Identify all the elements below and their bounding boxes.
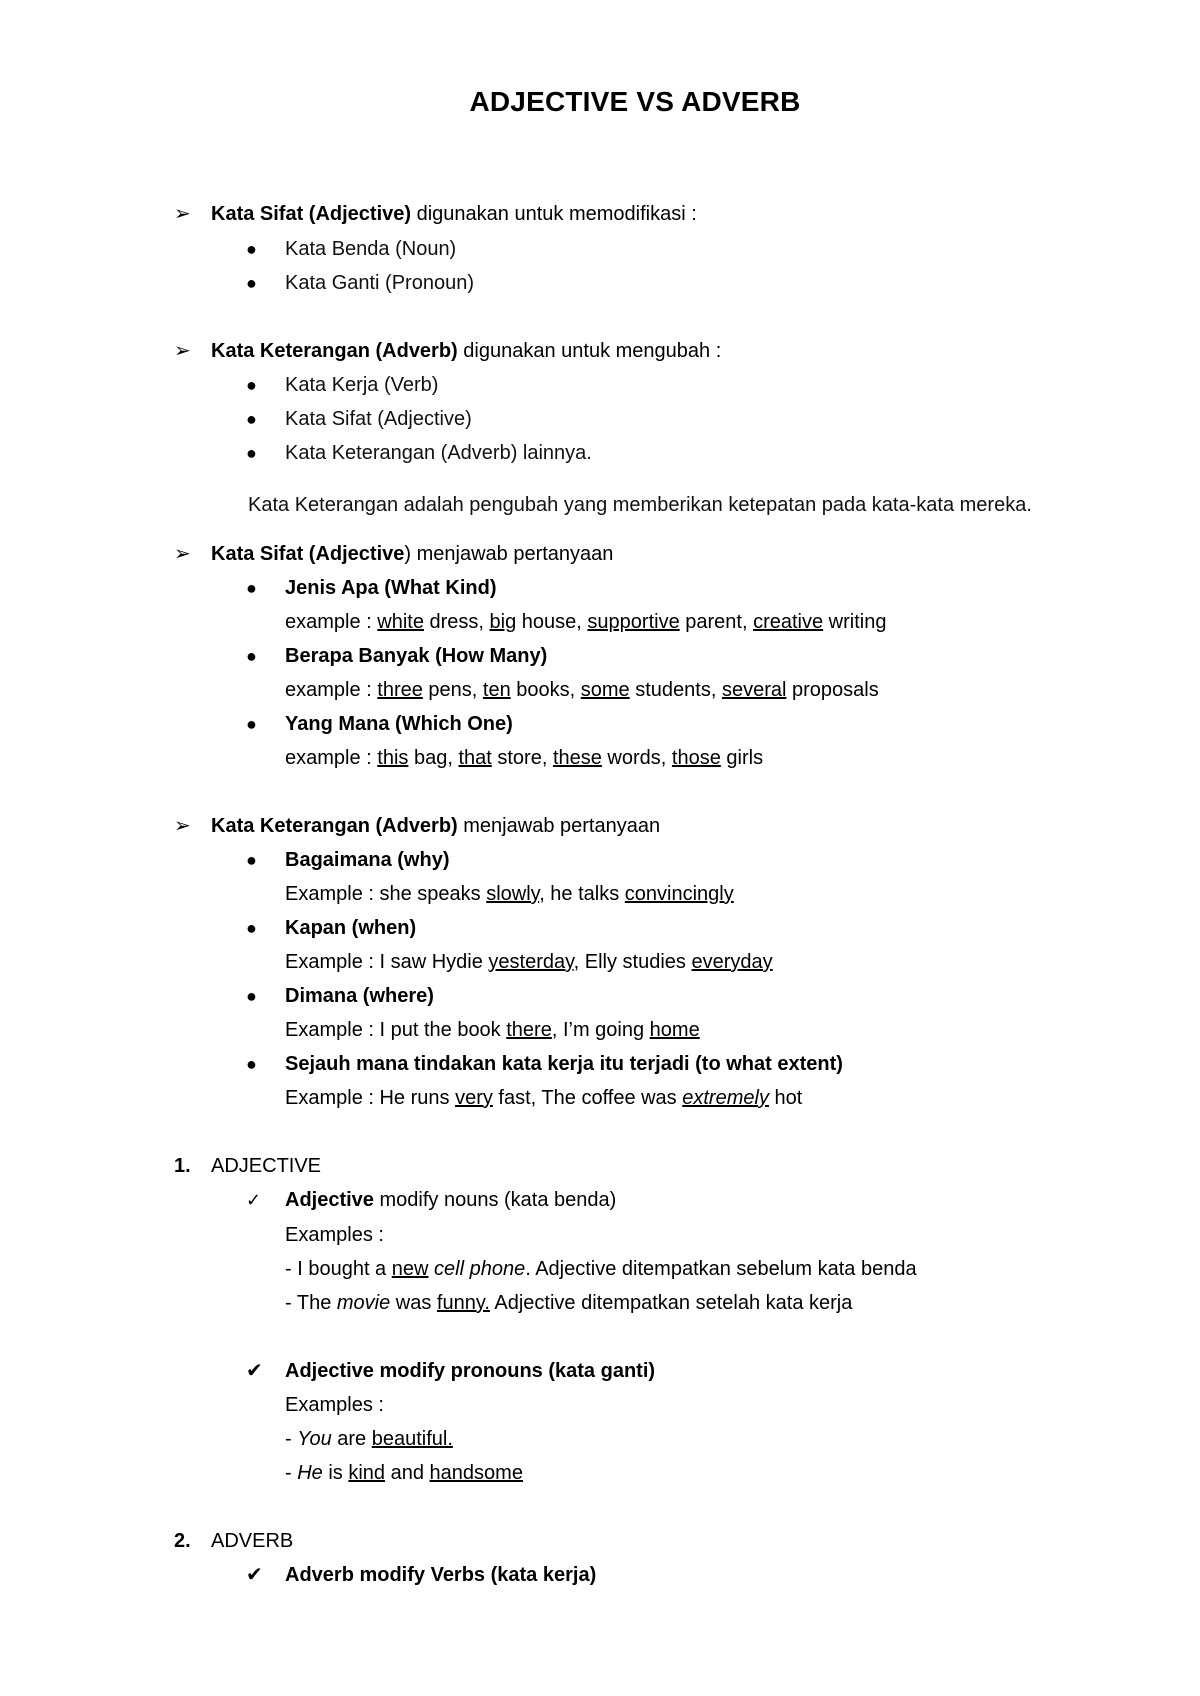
arrow-bullet-icon: ➢ xyxy=(174,543,191,565)
example-word: some xyxy=(580,679,630,701)
example-text: , Elly studies xyxy=(573,951,692,973)
example-text: bag, xyxy=(408,747,459,769)
bullet-icon: ● xyxy=(246,646,257,666)
example-word: ten xyxy=(482,679,511,701)
rule-keyword: Adjective xyxy=(285,1189,374,1211)
example-text: , he talks xyxy=(539,883,625,905)
example-word: three xyxy=(377,679,423,701)
rule-line xyxy=(285,1187,616,1213)
section-heading: Kata Sifat (Adjective xyxy=(211,543,405,565)
example-line xyxy=(285,1426,453,1452)
bullet-icon: ● xyxy=(246,850,257,870)
section-heading: Kata Sifat (Adjective) xyxy=(211,203,412,225)
example-text: Adjective ditempatkan setelah kata kerja xyxy=(489,1292,853,1314)
example-line xyxy=(285,1460,523,1486)
section-heading: Kata Keterangan (Adverb) xyxy=(211,340,458,362)
example-text: words, xyxy=(601,747,672,769)
numbered-heading: ADJECTIVE xyxy=(211,1155,322,1177)
example-line xyxy=(285,677,879,703)
question-heading xyxy=(285,983,434,1009)
list-item: Kata Ganti (Pronoun) xyxy=(285,272,474,294)
example-word: white xyxy=(377,611,424,633)
example-word: new xyxy=(391,1258,429,1280)
example-word: home xyxy=(649,1019,700,1041)
question-label: Berapa Banyak (How Many) xyxy=(285,645,548,667)
example-text: - The xyxy=(285,1292,337,1314)
example-text: hot xyxy=(768,1087,803,1109)
example-noun: movie xyxy=(336,1292,391,1314)
section-text: menjawab pertanyaan xyxy=(457,815,661,837)
question-label: Kapan (when) xyxy=(285,917,417,939)
example-word: that xyxy=(458,747,492,769)
list-item: Kata Kerja (Verb) xyxy=(285,374,439,396)
example-word: kind xyxy=(348,1462,386,1484)
bullet-icon: ● xyxy=(246,578,257,598)
example-text: was xyxy=(390,1292,437,1314)
bullet-icon: ● xyxy=(246,375,257,395)
example-text: - xyxy=(285,1428,298,1450)
question-heading xyxy=(285,847,449,873)
example-text: house, xyxy=(516,611,588,633)
arrow-bullet-icon: ➢ xyxy=(174,815,191,837)
example-text: writing xyxy=(823,611,887,633)
example-text: dress, xyxy=(423,611,490,633)
note-paragraph: Kata Keterangan adalah pengubah yang memberikan ketepatan pada kata-kata mereka. xyxy=(248,494,1032,516)
example-label: example : xyxy=(285,611,378,633)
arrow-bullet-icon: ➢ xyxy=(174,203,191,225)
example-text: proposals xyxy=(786,679,879,701)
example-word: convincingly xyxy=(624,883,734,905)
example-label: example : xyxy=(285,679,378,701)
example-line xyxy=(285,1256,917,1282)
page-title: ADJECTIVE VS ADVERB xyxy=(469,86,801,117)
bullet-icon: ● xyxy=(246,1054,257,1074)
list-item: Kata Benda (Noun) xyxy=(285,238,457,260)
rule-line xyxy=(285,1358,655,1384)
question-label: Dimana (where) xyxy=(285,985,434,1007)
example-line xyxy=(285,881,734,907)
example-line xyxy=(285,609,886,635)
example-word: very xyxy=(455,1087,493,1109)
example-line xyxy=(285,949,773,975)
list-item: Kata Sifat (Adjective) xyxy=(285,408,472,430)
check-icon: ✔ xyxy=(246,1564,263,1586)
example-noun: cell phone xyxy=(434,1258,526,1280)
example-text: is xyxy=(322,1462,349,1484)
question-label: Jenis Apa (What Kind) xyxy=(285,577,497,599)
list-item: Kata Keterangan (Adverb) lainnya. xyxy=(285,442,592,464)
example-label: example : xyxy=(285,747,378,769)
section-adverb-questions xyxy=(211,813,660,839)
section-heading: Kata Keterangan (Adverb) xyxy=(211,815,458,837)
bullet-icon: ● xyxy=(246,986,257,1006)
example-text: pens, xyxy=(422,679,483,701)
example-text: are xyxy=(331,1428,372,1450)
example-word: yesterday xyxy=(488,951,574,973)
example-word: several xyxy=(721,679,787,701)
section-text: ) menjawab pertanyaan xyxy=(404,543,614,565)
bullet-icon: ● xyxy=(246,918,257,938)
list-number: 1. xyxy=(174,1155,191,1177)
bullet-icon: ● xyxy=(246,409,257,429)
example-text: , I’m going xyxy=(551,1019,650,1041)
example-word: creative xyxy=(753,611,824,633)
example-text: store, xyxy=(491,747,553,769)
example-text: parent, xyxy=(679,611,754,633)
example-word: those xyxy=(671,747,721,769)
example-pronoun: You xyxy=(297,1428,332,1450)
example-word: there xyxy=(506,1019,552,1041)
rule-line xyxy=(285,1562,596,1588)
question-heading xyxy=(285,711,513,737)
example-text: fast, The coffee was xyxy=(492,1087,683,1109)
example-text: girls xyxy=(720,747,764,769)
example-label: Example : He runs xyxy=(285,1087,456,1109)
question-heading xyxy=(285,915,416,941)
rule-text: modify nouns (kata benda) xyxy=(373,1189,617,1211)
example-word: funny. xyxy=(436,1292,490,1314)
question-label: Sejauh mana tindakan kata kerja itu terjadi (to what extent) xyxy=(285,1053,843,1075)
arrow-bullet-icon: ➢ xyxy=(174,340,191,362)
numbered-heading: ADVERB xyxy=(211,1530,294,1552)
example-word: supportive xyxy=(587,611,680,633)
example-line xyxy=(285,745,763,771)
example-text: students, xyxy=(629,679,722,701)
check-icon: ✔ xyxy=(246,1360,263,1382)
bullet-icon: ● xyxy=(246,273,257,293)
bullet-icon: ● xyxy=(246,714,257,734)
example-word: beautiful. xyxy=(371,1428,453,1450)
examples-label: Examples : xyxy=(285,1394,384,1416)
example-line xyxy=(285,1017,700,1043)
list-number: 2. xyxy=(174,1530,191,1552)
example-line xyxy=(285,1085,802,1111)
section-adjective-modifies xyxy=(211,201,697,227)
example-word: everyday xyxy=(691,951,773,973)
rule-keyword: Adjective modify pronouns (kata ganti) xyxy=(285,1360,656,1382)
question-label: Yang Mana (Which One) xyxy=(285,713,513,735)
example-label: Example : I put the book xyxy=(285,1019,507,1041)
example-text: - I bought a xyxy=(285,1258,392,1280)
section-adverb-modifies xyxy=(211,338,721,364)
example-text: and xyxy=(385,1462,430,1484)
section-adjective-questions xyxy=(211,541,613,567)
example-text: - xyxy=(285,1462,298,1484)
section-text: digunakan untuk mengubah : xyxy=(457,340,722,362)
example-word: extremely xyxy=(682,1087,769,1109)
rule-keyword: Adverb modify Verbs (kata kerja) xyxy=(285,1564,597,1586)
bullet-icon: ● xyxy=(246,443,257,463)
example-word: handsome xyxy=(429,1462,523,1484)
example-line xyxy=(285,1290,852,1316)
check-icon: ✓ xyxy=(246,1190,262,1210)
example-pronoun: He xyxy=(297,1462,323,1484)
section-text: digunakan untuk memodifikasi : xyxy=(411,203,697,225)
example-text: . Adjective ditempatkan sebelum kata benda xyxy=(525,1258,917,1280)
example-text: books, xyxy=(510,679,581,701)
example-word: big xyxy=(489,611,517,633)
question-heading xyxy=(285,575,496,601)
bullet-icon: ● xyxy=(246,239,257,259)
example-label: Example : I saw Hydie xyxy=(285,951,489,973)
question-heading xyxy=(285,1051,843,1077)
examples-label: Examples : xyxy=(285,1224,384,1246)
example-word: slowly xyxy=(486,883,540,905)
question-label: Bagaimana (why) xyxy=(285,849,450,871)
example-label: Example : she speaks xyxy=(285,883,487,905)
example-word: these xyxy=(552,747,602,769)
question-heading xyxy=(285,643,547,669)
example-word: this xyxy=(377,747,409,769)
